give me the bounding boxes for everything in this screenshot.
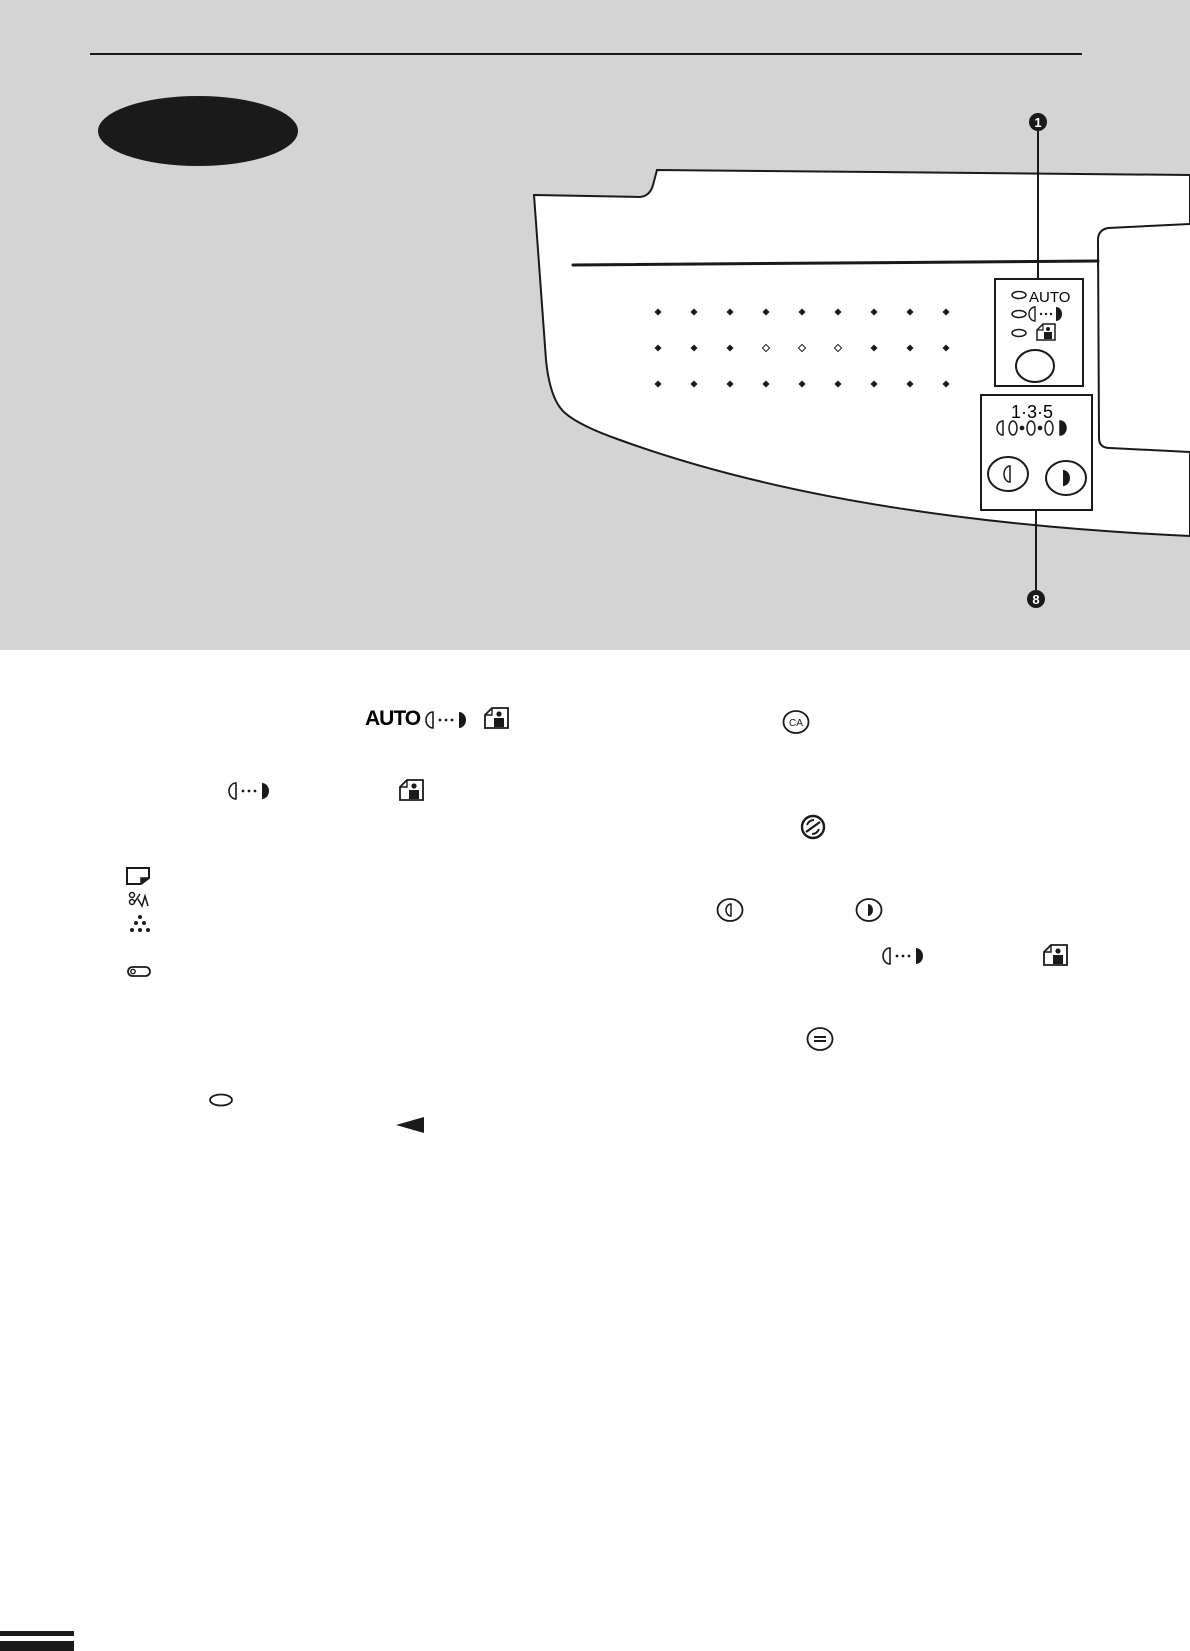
toner-required-icon — [129, 914, 151, 934]
stop-key-icon — [805, 1025, 835, 1053]
photo-mode-icon — [398, 778, 426, 802]
exposure-mode-button — [1016, 350, 1054, 382]
display-window — [1098, 224, 1190, 452]
callout-1-number: 1 — [1034, 115, 1042, 130]
illustration-panel — [0, 0, 1190, 650]
indicator-lamp-icon — [208, 1092, 234, 1108]
lighter-button — [988, 457, 1028, 491]
darker-key-icon — [854, 896, 884, 924]
operation-panel-diagram — [0, 0, 1190, 650]
interrupt-key-icon — [798, 813, 828, 841]
auto-mode-label: AUTO — [1029, 289, 1071, 306]
manual-exposure-icon — [882, 946, 926, 966]
lighter-key-icon — [715, 896, 745, 924]
clear-all-key-icon — [781, 708, 811, 736]
clear-all-key-label: CA — [789, 718, 803, 729]
developer-required-icon — [126, 964, 154, 980]
footer-bar-top — [0, 1631, 74, 1636]
callout-8-number: 8 — [1032, 592, 1040, 607]
footer-bar-bottom — [0, 1641, 74, 1651]
manual-exposure-icon — [228, 781, 272, 801]
level-scale-numbers: 1·3·5 — [1011, 402, 1054, 422]
arrow-left-icon — [394, 1115, 426, 1135]
photo-mode-icon — [483, 706, 511, 730]
auto-mode-text: AUTO — [365, 707, 421, 730]
paper-required-icon — [125, 866, 153, 886]
manual-exposure-icon — [425, 710, 469, 730]
photo-mode-icon — [1042, 943, 1070, 967]
misfeed-icon — [128, 890, 152, 910]
